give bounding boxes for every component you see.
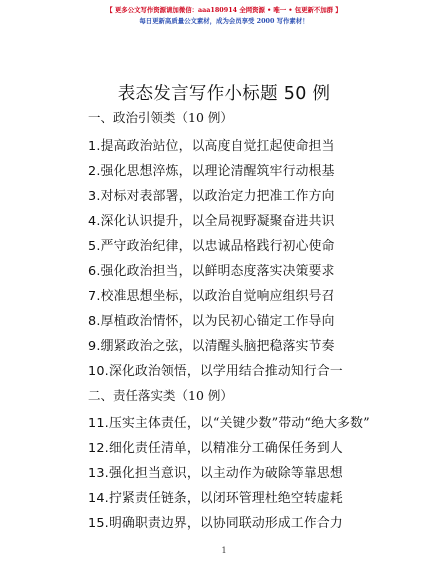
item-number: 11. bbox=[88, 416, 109, 431]
list-item bbox=[88, 487, 343, 506]
list-item bbox=[88, 462, 343, 481]
list-item bbox=[88, 412, 370, 431]
item-text: 明确职责边界，以协同联动形成工作合力 bbox=[108, 516, 343, 531]
item-number: 6. bbox=[88, 264, 101, 279]
list-item bbox=[88, 135, 335, 154]
item-number: 12. bbox=[88, 441, 109, 456]
list-item bbox=[88, 260, 335, 279]
item-number: 7. bbox=[88, 289, 101, 304]
list-item bbox=[88, 310, 335, 329]
section-heading-responsibility: 二、责任落实类（10 例） bbox=[88, 388, 233, 403]
section-heading-political: 一、政治引领类（10 例） bbox=[88, 110, 233, 125]
item-text: 细化责任清单，以精准分工确保任务到人 bbox=[108, 441, 343, 456]
list-item bbox=[88, 437, 343, 456]
document-title: 表态发言写作小标题 50 例 bbox=[117, 84, 331, 104]
item-text: 拧紧责任链条，以闭环管理杜绝空转虚耗 bbox=[108, 491, 343, 506]
item-text: 校准思想坐标，以政治自觉响应组织号召 bbox=[100, 289, 335, 304]
item-text: 对标对表部署，以政治定力把准工作方向 bbox=[100, 189, 335, 204]
item-text: 厚植政治情怀，以为民初心锚定工作导向 bbox=[100, 314, 335, 329]
item-number: 5. bbox=[88, 239, 101, 254]
list-item bbox=[88, 160, 335, 179]
item-text: 严守政治纪律，以忠诚品格践行初心使命 bbox=[100, 239, 335, 254]
list-item bbox=[88, 360, 343, 379]
list-item bbox=[88, 512, 343, 531]
item-number: 14. bbox=[88, 491, 109, 506]
list-item bbox=[88, 235, 335, 254]
list-item bbox=[88, 185, 335, 204]
item-number: 3. bbox=[88, 189, 101, 204]
item-text: 强化政治担当，以鲜明态度落实决策要求 bbox=[100, 264, 335, 279]
promo-banner bbox=[0, 5, 448, 27]
item-number: 15. bbox=[88, 516, 109, 531]
list-item bbox=[88, 285, 335, 304]
promo-banner-line-1: 【 更多公文写作资源请加微信：aaa180914 全网资源 • 唯一 • 包更新不加群 】 bbox=[106, 6, 342, 14]
item-number: 13. bbox=[88, 466, 109, 481]
item-number: 8. bbox=[88, 314, 101, 329]
item-text: 强化思想淬炼，以理论清醒筑牢行动根基 bbox=[100, 164, 335, 179]
item-number: 9. bbox=[88, 339, 101, 354]
list-item bbox=[88, 335, 335, 354]
page-number: 1 bbox=[221, 546, 227, 555]
item-text: 压实主体责任，以“关键少数”带动“绝大多数” bbox=[108, 416, 370, 431]
item-text: 强化担当意识，以主动作为破除等靠思想 bbox=[108, 466, 343, 481]
item-number: 10. bbox=[88, 364, 109, 379]
item-number: 1. bbox=[88, 139, 101, 154]
item-text: 深化政治领悟，以学用结合推动知行合一 bbox=[108, 364, 343, 379]
list-item bbox=[88, 210, 335, 229]
item-text: 提高政治站位，以高度自觉扛起使命担当 bbox=[100, 139, 335, 154]
promo-banner-line-2: 每日更新高质量公文素材，成为会员享受 2000 写作素材！ bbox=[139, 17, 309, 25]
item-text: 绷紧政治之弦，以清醒头脑把稳落实节奏 bbox=[100, 339, 335, 354]
item-number: 4. bbox=[88, 214, 101, 229]
item-number: 2. bbox=[88, 164, 101, 179]
item-text: 深化认识提升，以全局视野凝聚奋进共识 bbox=[100, 214, 335, 229]
